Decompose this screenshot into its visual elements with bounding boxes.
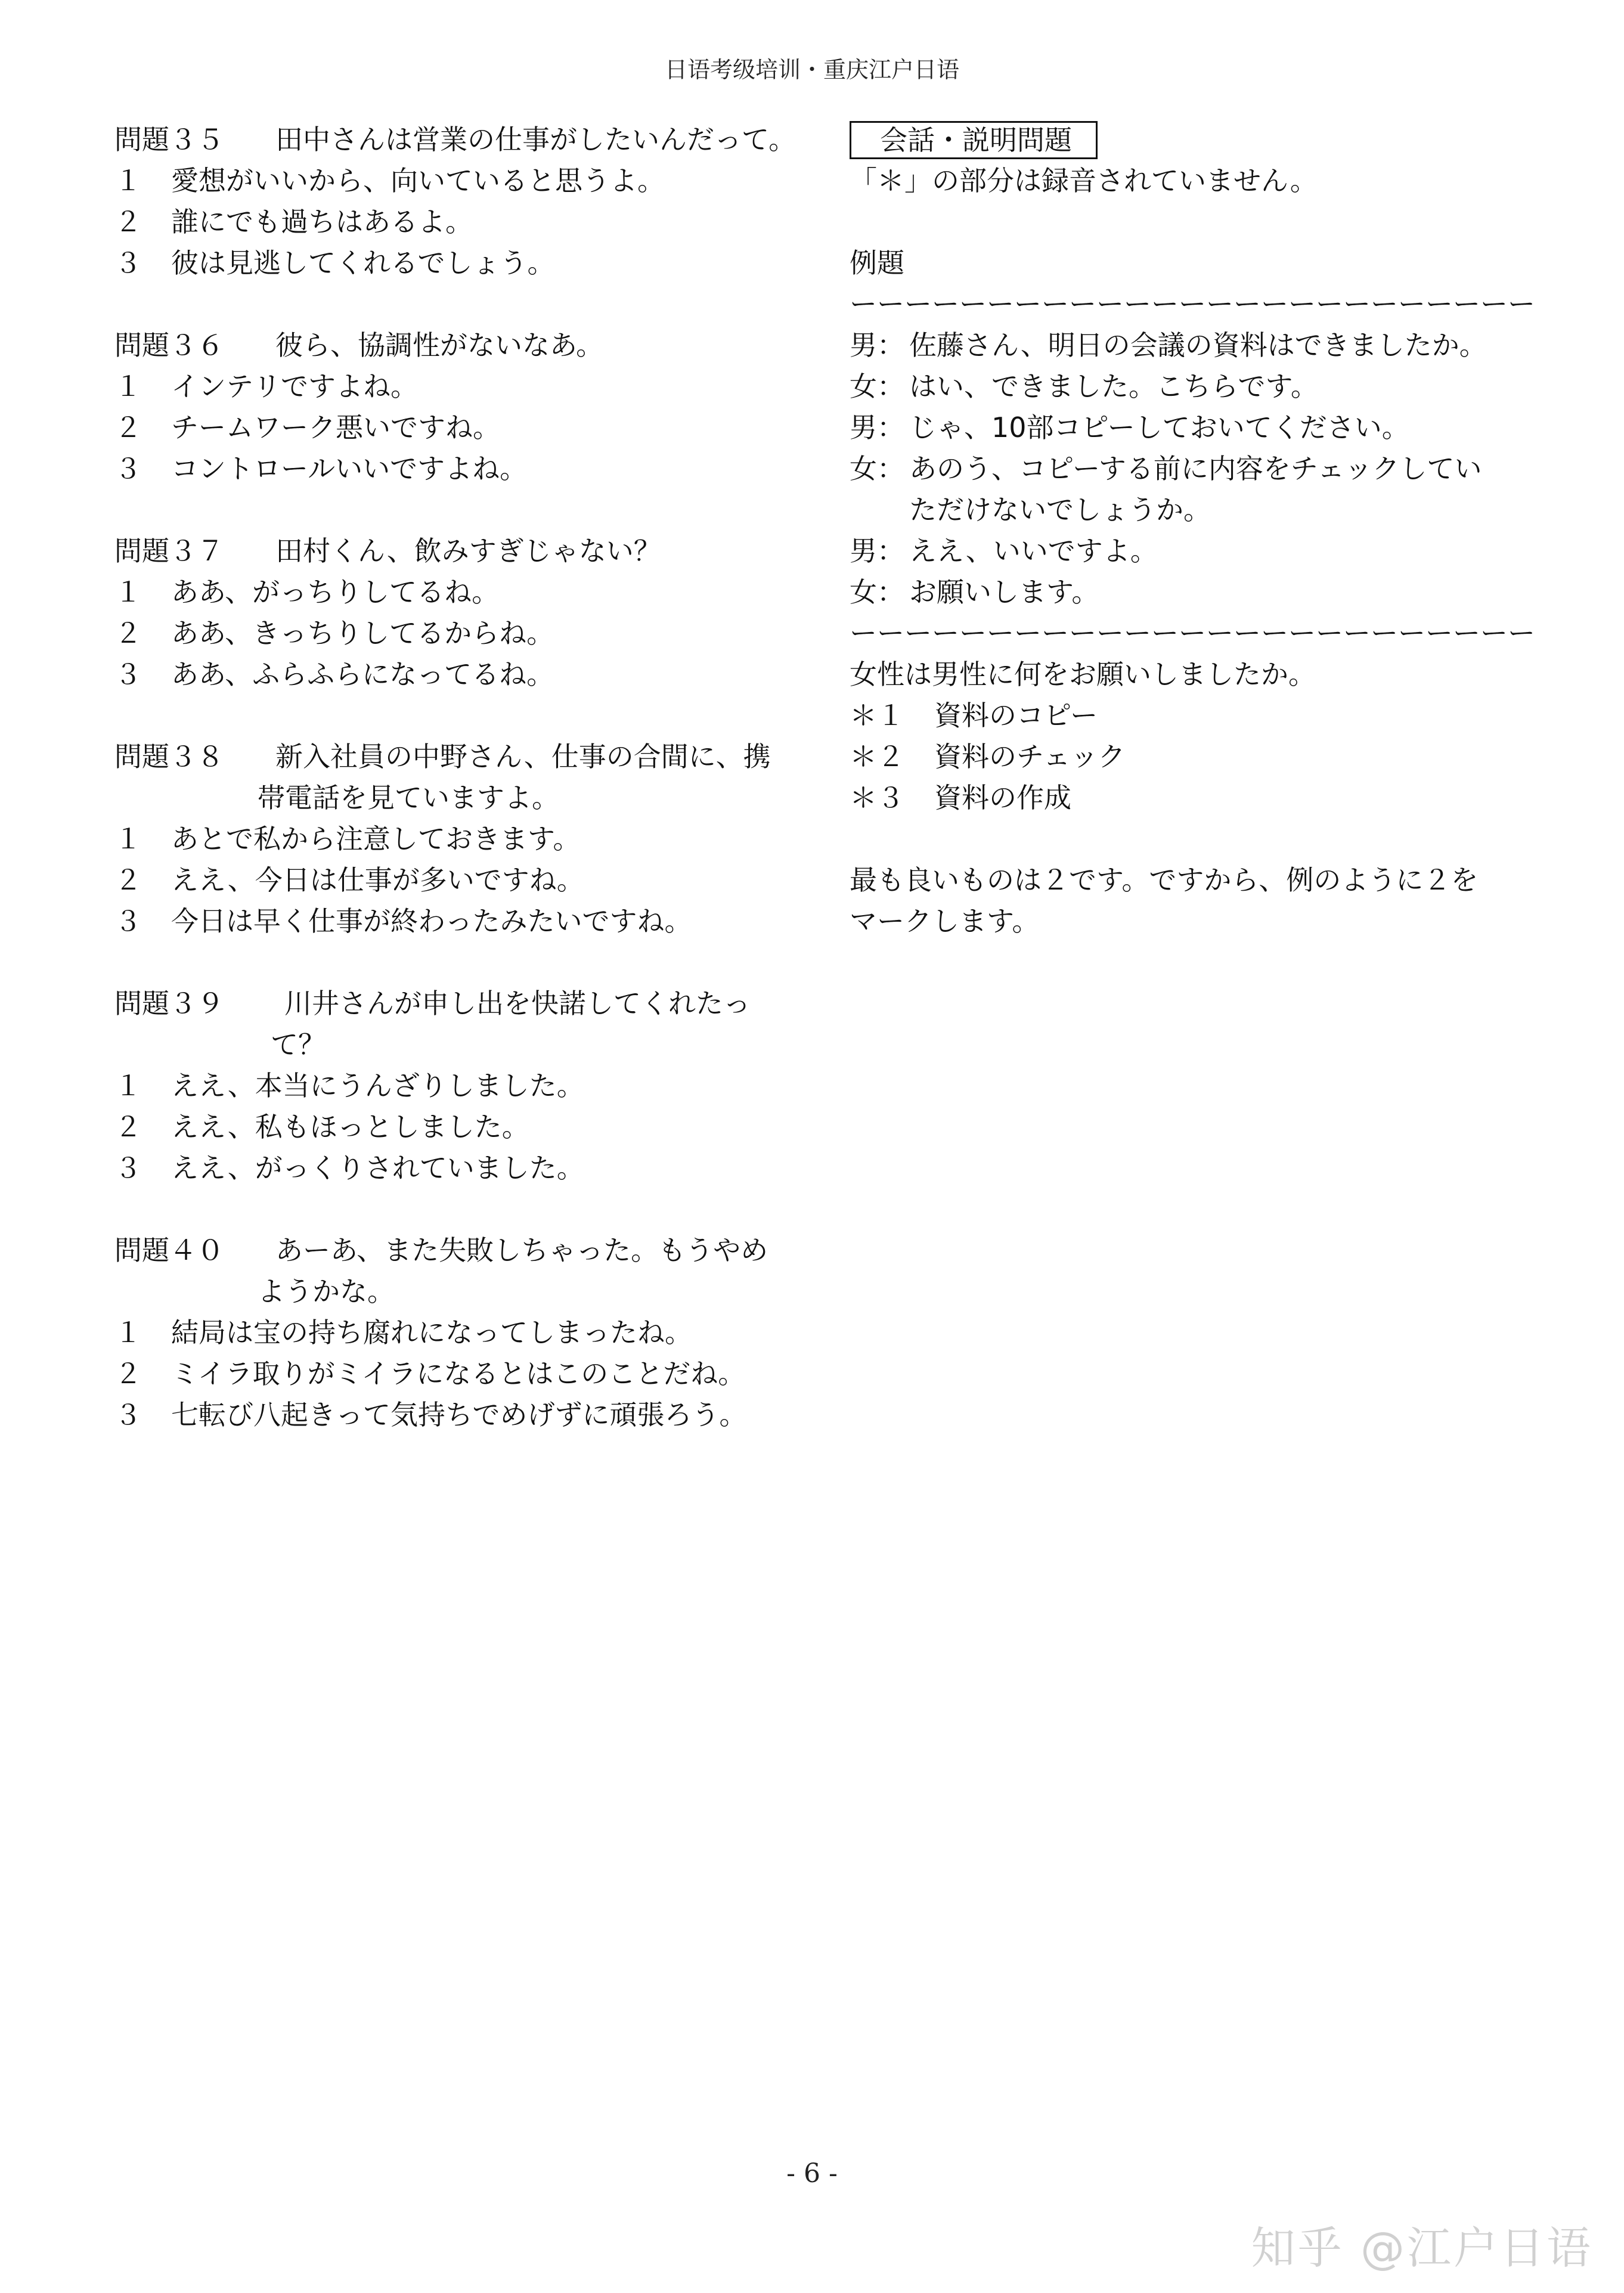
option-row <box>114 819 812 860</box>
page-number: - 6 - <box>786 2158 838 2189</box>
question-label: 問題３９ <box>114 987 224 1020</box>
option-row <box>114 160 812 202</box>
answer-option <box>850 695 1535 736</box>
spacer <box>114 695 812 736</box>
question-block <box>114 1230 812 1436</box>
dialogue-line <box>850 531 1535 572</box>
speaker-label: 男： <box>850 411 904 444</box>
answer-text: 資料のコピー <box>934 699 1098 732</box>
question-block <box>114 325 812 489</box>
question-text: 新入社員の中野さん、仕事の合間に、携 <box>275 740 771 773</box>
explanation-line: 最も良いものは２です。ですから、例のように２を <box>850 864 1479 896</box>
page-header-title: 日语考级培训・重庆江户日语 <box>664 57 959 83</box>
option-text: ええ、私もほっとしました。 <box>171 1111 529 1143</box>
option-row <box>114 901 812 942</box>
option-text: ああ、ふらふらになってるね。 <box>171 658 554 690</box>
option-text: 彼は見逃してくれるでしょう。 <box>171 247 555 279</box>
question-label: 問題４０ <box>114 1234 224 1266</box>
answer-option <box>850 777 1535 819</box>
spacer <box>114 489 812 531</box>
example-question: 女性は男性に何をお願いしましたか。 <box>850 658 1316 690</box>
option-row <box>114 407 812 448</box>
question-label: 問題３７ <box>114 535 224 567</box>
option-number: ２ <box>114 1358 142 1390</box>
question-block <box>114 119 812 284</box>
question-label: 問題３８ <box>114 740 224 773</box>
question-row <box>114 119 812 160</box>
spacer <box>114 284 812 325</box>
dialogue-text: あのう、コピーする前に内容をチェックしてい <box>909 453 1482 485</box>
option-row <box>114 1148 812 1189</box>
dialogue-text: ええ、いいですよ。 <box>909 535 1158 567</box>
option-number: ３ <box>114 658 142 690</box>
option-text: 今日は早く仕事が終わったみたいですね。 <box>171 905 692 937</box>
question-text: あーあ、また失敗しちゃった。もうやめ <box>275 1234 768 1266</box>
option-row <box>114 572 812 613</box>
option-row <box>114 243 812 284</box>
option-text: ああ、がっちりしてるね。 <box>171 576 500 608</box>
option-text: 誰にでも過ちはあるよ。 <box>171 206 473 238</box>
option-text: 七転び八起きって気持ちでめげずに頑張ろう。 <box>171 1399 747 1431</box>
option-number: ３ <box>114 453 142 485</box>
answer-number: ＊３ <box>850 782 904 814</box>
dialogue-line <box>850 407 1535 448</box>
option-row <box>114 613 812 654</box>
dialogue-line <box>850 325 1535 366</box>
option-row <box>114 448 812 489</box>
section-title-row <box>850 119 1535 160</box>
question-text-continuation: て？ <box>271 1028 326 1061</box>
section-title-box: 会話・説明問題 <box>850 121 1098 159</box>
option-text: ああ、きっちりしてるからね。 <box>171 617 554 649</box>
question-label: 問題３６ <box>114 329 224 361</box>
question-row <box>114 1230 812 1271</box>
option-row <box>114 860 812 901</box>
option-number: ２ <box>114 1111 142 1143</box>
divider-bottom: ーーーーーーーーーーーーーーーーーーーーーーーーー <box>850 617 1535 649</box>
question-row <box>114 736 812 777</box>
option-number: ３ <box>114 247 142 279</box>
option-row <box>114 1107 812 1148</box>
question-text: 川井さんが申し出を快諾してくれたっ <box>284 987 751 1020</box>
left-column <box>114 119 812 1436</box>
speaker-label: 女： <box>850 453 904 485</box>
dialogue-text: 佐藤さん、明日の会議の資料はできましたか。 <box>909 329 1487 361</box>
question-text: 彼ら、協調性がないなあ。 <box>275 329 604 361</box>
option-number: １ <box>114 576 142 608</box>
option-number: ３ <box>114 905 142 937</box>
answer-text: 資料の作成 <box>934 782 1071 814</box>
option-number: １ <box>114 1070 142 1102</box>
option-text: 結局は宝の持ち腐れになってしまったね。 <box>171 1316 692 1349</box>
option-number: １ <box>114 823 142 855</box>
option-text: ミイラ取りがミイラになるとはこのことだね。 <box>171 1358 746 1390</box>
option-text: コントロールいいですよね。 <box>171 453 528 485</box>
dialogue-text: じゃ、10部コピーしておいてください。 <box>909 411 1409 444</box>
explanation-line: マークします。 <box>850 905 1040 937</box>
question-text-continuation: 帯電話を見ていますよ。 <box>258 782 559 814</box>
answer-text: 資料のチェック <box>934 740 1126 773</box>
spacer <box>850 819 1535 860</box>
spacer <box>114 942 812 983</box>
option-text: ええ、本当にうんざりしました。 <box>171 1070 584 1102</box>
recording-note: 「＊」の部分は録音されていません。 <box>850 165 1318 197</box>
speaker-label: 男： <box>850 329 904 361</box>
dialogue-text: お願いします。 <box>909 576 1099 608</box>
speaker-label: 女： <box>850 576 904 608</box>
option-text: 愛想がいいから、向いていると思うよ。 <box>171 165 665 197</box>
question-label: 問題３５ <box>114 123 224 156</box>
option-row <box>114 1312 812 1353</box>
answer-number: ＊２ <box>850 740 904 773</box>
option-row <box>114 654 812 695</box>
right-column <box>850 119 1535 942</box>
option-text: ええ、今日は仕事が多いですね。 <box>171 864 584 896</box>
option-text: インテリですよね。 <box>171 370 418 402</box>
option-row <box>114 366 812 407</box>
option-number: １ <box>114 165 142 197</box>
option-row <box>114 1395 812 1436</box>
option-row <box>114 202 812 243</box>
option-number: １ <box>114 1316 142 1349</box>
divider-top: ーーーーーーーーーーーーーーーーーーーーーーーーー <box>850 288 1535 320</box>
option-number: ３ <box>114 1399 142 1431</box>
dialogue-continuation: ただけないでしょうか。 <box>909 494 1211 526</box>
question-row <box>114 325 812 366</box>
question-text: 田中さんは営業の仕事がしたいんだって。 <box>275 123 796 156</box>
answer-number: ＊１ <box>850 699 904 732</box>
question-block <box>114 531 812 695</box>
speaker-label: 女： <box>850 370 904 402</box>
dialogue-line <box>850 572 1535 613</box>
option-number: ３ <box>114 1152 142 1184</box>
dialogue-line <box>850 366 1535 407</box>
spacer <box>114 1189 812 1230</box>
watermark: 知乎 @江户日语 <box>1251 2223 1593 2274</box>
option-text: ええ、がっくりされていました。 <box>171 1152 584 1184</box>
option-number: ２ <box>114 864 142 896</box>
spacer <box>850 202 1535 243</box>
question-text: 田村くん、飲みすぎじゃない？ <box>275 535 661 567</box>
option-row <box>114 1065 812 1107</box>
question-block <box>114 736 812 942</box>
question-row <box>114 983 812 1024</box>
dialogue-text: はい、できました。こちらです。 <box>909 370 1318 402</box>
question-text-continuation: ようかな。 <box>258 1275 395 1307</box>
option-number: １ <box>114 370 142 402</box>
answer-option <box>850 736 1535 777</box>
question-block <box>114 983 812 1189</box>
option-text: あとで私から注意しておきます。 <box>171 823 581 855</box>
option-number: ２ <box>114 617 142 649</box>
option-number: ２ <box>114 411 142 444</box>
option-number: ２ <box>114 206 142 238</box>
dialogue-line <box>850 448 1535 489</box>
option-text: チームワーク悪いですね。 <box>171 411 500 444</box>
question-row <box>114 531 812 572</box>
example-label: 例題 <box>850 247 904 279</box>
speaker-label: 男： <box>850 535 904 567</box>
option-row <box>114 1353 812 1395</box>
